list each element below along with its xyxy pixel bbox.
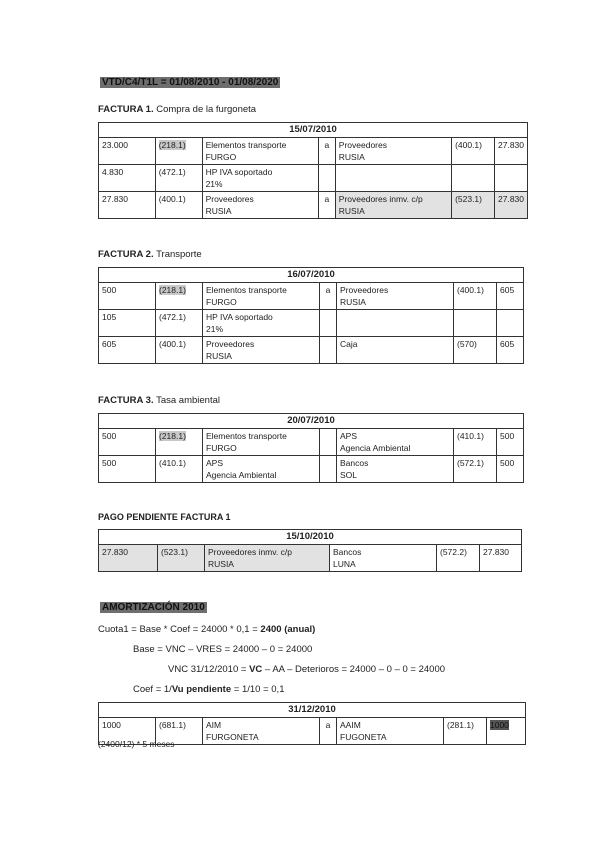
credit-code: (400.1) bbox=[454, 283, 497, 310]
factura2-desc: Transporte bbox=[153, 249, 202, 260]
factura3-desc: Tasa ambiental bbox=[153, 395, 220, 406]
debit-amount: 1000 bbox=[99, 718, 156, 745]
coef-line: Coef = 1/Vu pendiente = 1/10 = 0,1 bbox=[133, 684, 285, 695]
credit-account: Proveedores RUSIA bbox=[337, 283, 454, 310]
debit-account: AIM FURGONETA bbox=[203, 718, 320, 745]
credit-account: Bancos SOL bbox=[337, 456, 454, 483]
document-header: VTD/C4/T1L = 01/08/2010 - 01/08/2020 bbox=[102, 77, 279, 88]
entry-date: 15/07/2010 bbox=[99, 123, 528, 138]
factura2-title bbox=[98, 249, 202, 260]
credit-code: (572.1) bbox=[454, 456, 497, 483]
a-separator: a bbox=[320, 718, 337, 745]
credit-account: APS Agencia Ambiental bbox=[337, 429, 454, 456]
credit-amount: 27.830 bbox=[495, 192, 528, 219]
factura3-title bbox=[98, 395, 220, 406]
account-code: (400.1) bbox=[155, 192, 202, 219]
debit-account: APS Agencia Ambiental bbox=[203, 456, 320, 483]
credit-code: (523.1) bbox=[452, 192, 495, 219]
credit-amount: 500 bbox=[497, 456, 524, 483]
account-code: (410.1) bbox=[156, 456, 203, 483]
factura2-entry bbox=[98, 267, 524, 364]
factura3-entry bbox=[98, 413, 524, 483]
credit-account: AAIM FUGONETA bbox=[337, 718, 444, 745]
debit-amount: 500 bbox=[99, 456, 156, 483]
credit-account: Bancos LUNA bbox=[330, 545, 437, 572]
debit-account: Proveedores inmv. c/p RUSIA bbox=[205, 545, 330, 572]
debit-account: Elementos transporte FURGO bbox=[203, 283, 320, 310]
pago-title: PAGO PENDIENTE FACTURA 1 bbox=[98, 512, 231, 522]
debit-account: HP IVA soportado 21% bbox=[203, 310, 320, 337]
credit-code: (410.1) bbox=[454, 429, 497, 456]
account-code: (218.1) bbox=[156, 429, 203, 456]
factura1-title bbox=[98, 104, 256, 115]
debit-amount: 605 bbox=[99, 337, 156, 364]
credit-account: Caja bbox=[337, 337, 454, 364]
debit-account: Elementos transporte FURGO bbox=[203, 429, 320, 456]
debit-amount: 105 bbox=[99, 310, 156, 337]
debit-account: Proveedores RUSIA bbox=[202, 192, 318, 219]
debit-amount: 23.000 bbox=[99, 138, 156, 165]
credit-code: (570) bbox=[454, 337, 497, 364]
debit-amount: 500 bbox=[99, 429, 156, 456]
debit-amount: 27.830 bbox=[99, 545, 158, 572]
credit-amount: 27.830 bbox=[480, 545, 522, 572]
a-separator: a bbox=[318, 192, 335, 219]
entry-date: 16/07/2010 bbox=[99, 268, 524, 283]
pago-entry bbox=[98, 529, 522, 572]
entry-date: 31/12/2010 bbox=[99, 703, 526, 718]
account-code: (218.1) bbox=[155, 138, 202, 165]
credit-code: (572.2) bbox=[437, 545, 480, 572]
account-code: (472.1) bbox=[156, 310, 203, 337]
factura3-number: FACTURA 3. bbox=[98, 395, 154, 406]
debit-account: Proveedores RUSIA bbox=[203, 337, 320, 364]
vnc-line: VNC 31/12/2010 = VC – AA – Deterioros = 24000 – 0 – 0 = 24000 bbox=[168, 664, 446, 675]
credit-code: (281.1) bbox=[444, 718, 487, 745]
entry-date: 15/10/2010 bbox=[99, 530, 522, 545]
debit-account: HP IVA soportado 21% bbox=[202, 165, 318, 192]
credit-amount: 1000 bbox=[487, 718, 526, 745]
factura1-desc: Compra de la furgoneta bbox=[153, 104, 257, 115]
amortizacion-note: (2400/12) * 5 meses bbox=[98, 739, 175, 749]
a-separator: a bbox=[318, 138, 335, 165]
credit-account: Proveedores RUSIA bbox=[335, 138, 451, 165]
debit-amount: 4.830 bbox=[99, 165, 156, 192]
factura1-number: FACTURA 1. bbox=[98, 104, 154, 115]
debit-amount: 27.830 bbox=[99, 192, 156, 219]
account-code: (523.1) bbox=[158, 545, 205, 572]
cuota-line: Cuota1 = Base * Coef = 24000 * 0,1 = 2400 (anual) bbox=[98, 624, 316, 635]
account-code: (472.1) bbox=[155, 165, 202, 192]
account-code: (681.1) bbox=[156, 718, 203, 745]
debit-account: Elementos transporte FURGO bbox=[202, 138, 318, 165]
factura1-entry bbox=[98, 122, 528, 219]
credit-amount: 605 bbox=[497, 283, 524, 310]
credit-amount: 27.830 bbox=[495, 138, 528, 165]
credit-code: (400.1) bbox=[452, 138, 495, 165]
entry-date: 20/07/2010 bbox=[99, 414, 524, 429]
base-line: Base = VNC – VRES = 24000 – 0 = 24000 bbox=[133, 644, 313, 655]
account-code: (218.1) bbox=[156, 283, 203, 310]
debit-amount: 500 bbox=[99, 283, 156, 310]
credit-amount: 605 bbox=[497, 337, 524, 364]
factura2-number: FACTURA 2. bbox=[98, 249, 154, 260]
credit-account: Proveedores inmv. c/p RUSIA bbox=[335, 192, 451, 219]
amortizacion-title: AMORTIZACIÓN 2010 bbox=[102, 602, 205, 613]
credit-amount: 500 bbox=[497, 429, 524, 456]
a-separator: a bbox=[320, 283, 337, 310]
account-code: (400.1) bbox=[156, 337, 203, 364]
